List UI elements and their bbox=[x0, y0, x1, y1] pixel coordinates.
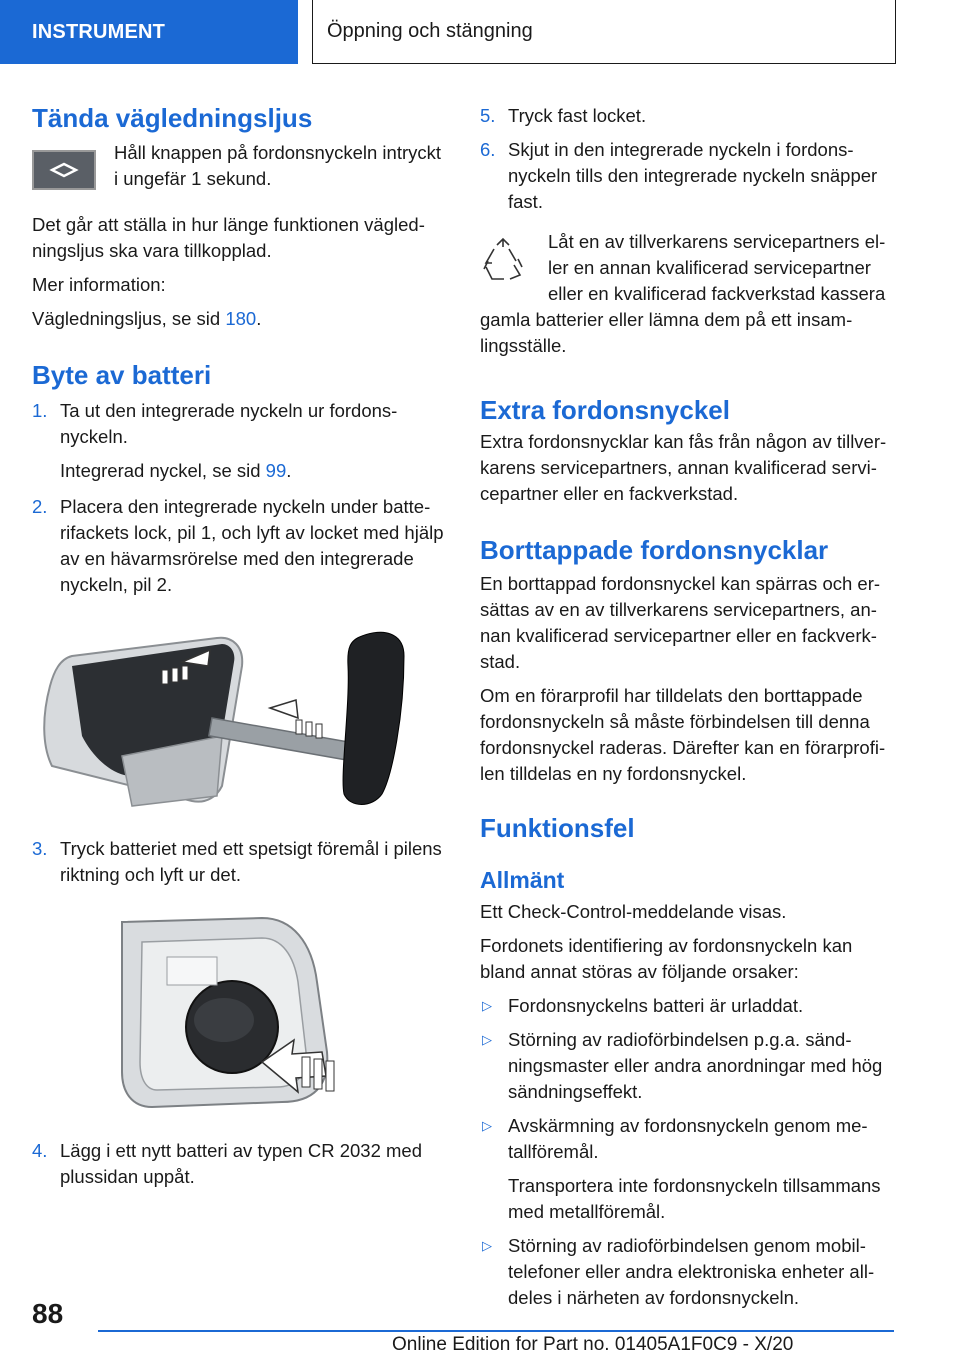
paragraph-lost-2: Om en förarprofil har tilldelats den borttappade fordonsnyckeln så måste förbindelsen till denna fordonsnyckel raderas. Därefter kan en förarprofilen tilldelas en ny fordonsnyckel. bbox=[480, 685, 886, 784]
recycle-text-b: gamla batterier eller lämna dem på ett insamlingsställe. bbox=[480, 309, 853, 356]
footer-divider bbox=[98, 1330, 894, 1332]
step-number: 5. bbox=[480, 105, 496, 126]
page-link-180[interactable]: 180 bbox=[225, 308, 257, 329]
step-text: Tryck batteriet med ett spetsigt föremål i pilens riktning och lyft ur det. bbox=[60, 838, 442, 885]
right-column bbox=[480, 103, 898, 1311]
step-reference-text: Integrerad nyckel, se sid bbox=[60, 460, 266, 481]
chapter-tab[interactable] bbox=[312, 0, 896, 64]
heading-battery-change: Byte av batteri bbox=[32, 360, 212, 390]
bullet-text: Avskärmning av fordonsnyckeln genom metallföremål. bbox=[508, 1115, 868, 1162]
step-text: Placera den integrerade nyckeln under batterifackets lock, pil 1, och lyft av locket med hjälp av en hävarmsrörelse med den integrerade nyckeln, pil 2. bbox=[60, 496, 444, 595]
recycle-icon bbox=[480, 237, 526, 283]
list-item-step-1 bbox=[32, 398, 444, 484]
step-text: Tryck fast locket. bbox=[508, 105, 647, 126]
step-number: 4. bbox=[32, 1140, 48, 1161]
recycling-note bbox=[480, 229, 898, 359]
bullet-text: Störning av radioförbindelsen genom mobiltelefoner eller andra elektroniska enheter alldeles i närheten av fordonsnyckeln. bbox=[508, 1235, 875, 1308]
list-item-step-6 bbox=[480, 137, 898, 215]
list-item-step-5 bbox=[480, 103, 898, 129]
bullet-arrow-icon: ▷ bbox=[482, 998, 492, 1013]
bullet-text: Fordonsnyckelns batteri är urladdat. bbox=[508, 995, 804, 1016]
heading-malfunction: Funktionsfel bbox=[480, 813, 635, 843]
section-label: INSTRUMENT bbox=[32, 20, 166, 43]
step-text: Skjut in den integrerade nyckeln i fordonsnyckeln tills den integrerade nyckeln snäpper fast. bbox=[508, 139, 878, 212]
step-number: 2. bbox=[32, 496, 48, 517]
paragraph-lost-1: En borttappad fordonsnyckel kan spärras och ersättas av en av tillverkarens servicepartners, annan kvalificerad servicepartner eller en fackverkstad. bbox=[480, 573, 881, 672]
bullet-arrow-icon: ▷ bbox=[482, 1118, 492, 1133]
step-number: 6. bbox=[480, 139, 496, 160]
page-link-99[interactable]: 99 bbox=[265, 460, 287, 481]
key-illustration bbox=[32, 626, 444, 816]
heading-guidance-light: Tända vägledningsljus bbox=[32, 103, 313, 133]
page-number: 88 bbox=[32, 1298, 64, 1329]
list-item-step-3 bbox=[32, 836, 444, 888]
list-item-step-4 bbox=[32, 1138, 444, 1190]
step-text: Lägg i ett nytt batteri av typen CR 2032 med plussidan uppåt. bbox=[60, 1140, 422, 1187]
reference-text: Vägledningsljus, se sid bbox=[32, 308, 226, 329]
paragraph-extra-key: Extra fordonsnycklar kan fås från någon av tillverkarens servicepartners, annan kvalificerad servicepartner eller en fackverkstad. bbox=[480, 431, 887, 504]
step-reference bbox=[60, 458, 444, 484]
paragraph-reference bbox=[32, 306, 444, 332]
heading-extra-key: Extra fordonsnyckel bbox=[480, 395, 730, 425]
bullet-item-4 bbox=[480, 1233, 898, 1311]
battery-illustration bbox=[32, 912, 444, 1112]
paragraph-general-1: Ett Check-Control-meddelande visas. bbox=[480, 901, 787, 922]
paragraph-general-2: Fordonets identifiering av fordonsnyckeln kan bland annat störas av följande orsaker: bbox=[480, 935, 853, 982]
bullet-item-1 bbox=[480, 993, 898, 1019]
unlock-button-icon bbox=[32, 150, 96, 190]
list-item-step-2 bbox=[32, 494, 444, 598]
left-column bbox=[32, 100, 444, 1190]
bullet-text: Störning av radioförbindelsen p.g.a. sändningsmaster eller andra anordningar med hög sändningseffekt. bbox=[508, 1029, 883, 1102]
button-instruction: Håll knappen på fordonsnyckeln intryckt i ungefär 1 sekund. bbox=[114, 142, 442, 189]
edition-text: Online Edition for Part no. 01405A1F0C9 - X/20 bbox=[392, 1334, 794, 1355]
step-reference-end: . bbox=[286, 460, 292, 481]
bullet-item-3 bbox=[480, 1113, 898, 1225]
bullet-subtext: Transportera inte fordonsnyckeln tillsammans med metallföremål. bbox=[508, 1175, 881, 1222]
recycle-text-a: Låt en av tillverkarens servicepartners eller en annan kvalificerad servicepartner eller en kvalificerad fackverkstad kassera bbox=[548, 231, 886, 304]
heading-general: Allmänt bbox=[480, 867, 565, 893]
step-number: 1. bbox=[32, 400, 48, 421]
step-number: 3. bbox=[32, 838, 48, 859]
section-tab[interactable] bbox=[0, 0, 298, 64]
paragraph-setting: Det går att ställa in hur länge funktionen vägledningsljus ska vara tillkopplad. bbox=[32, 214, 425, 261]
bullet-item-2 bbox=[480, 1027, 898, 1105]
button-note bbox=[32, 140, 444, 192]
heading-lost-keys: Borttappade fordonsnycklar bbox=[480, 535, 829, 565]
reference-end: . bbox=[256, 308, 262, 329]
bullet-arrow-icon: ▷ bbox=[482, 1238, 492, 1253]
chapter-label: Öppning och stängning bbox=[327, 20, 533, 42]
paragraph-more-info: Mer information: bbox=[32, 274, 166, 295]
step-text: Ta ut den integrerade nyckeln ur fordonsnyckeln. bbox=[60, 400, 398, 447]
bullet-arrow-icon: ▷ bbox=[482, 1032, 492, 1047]
